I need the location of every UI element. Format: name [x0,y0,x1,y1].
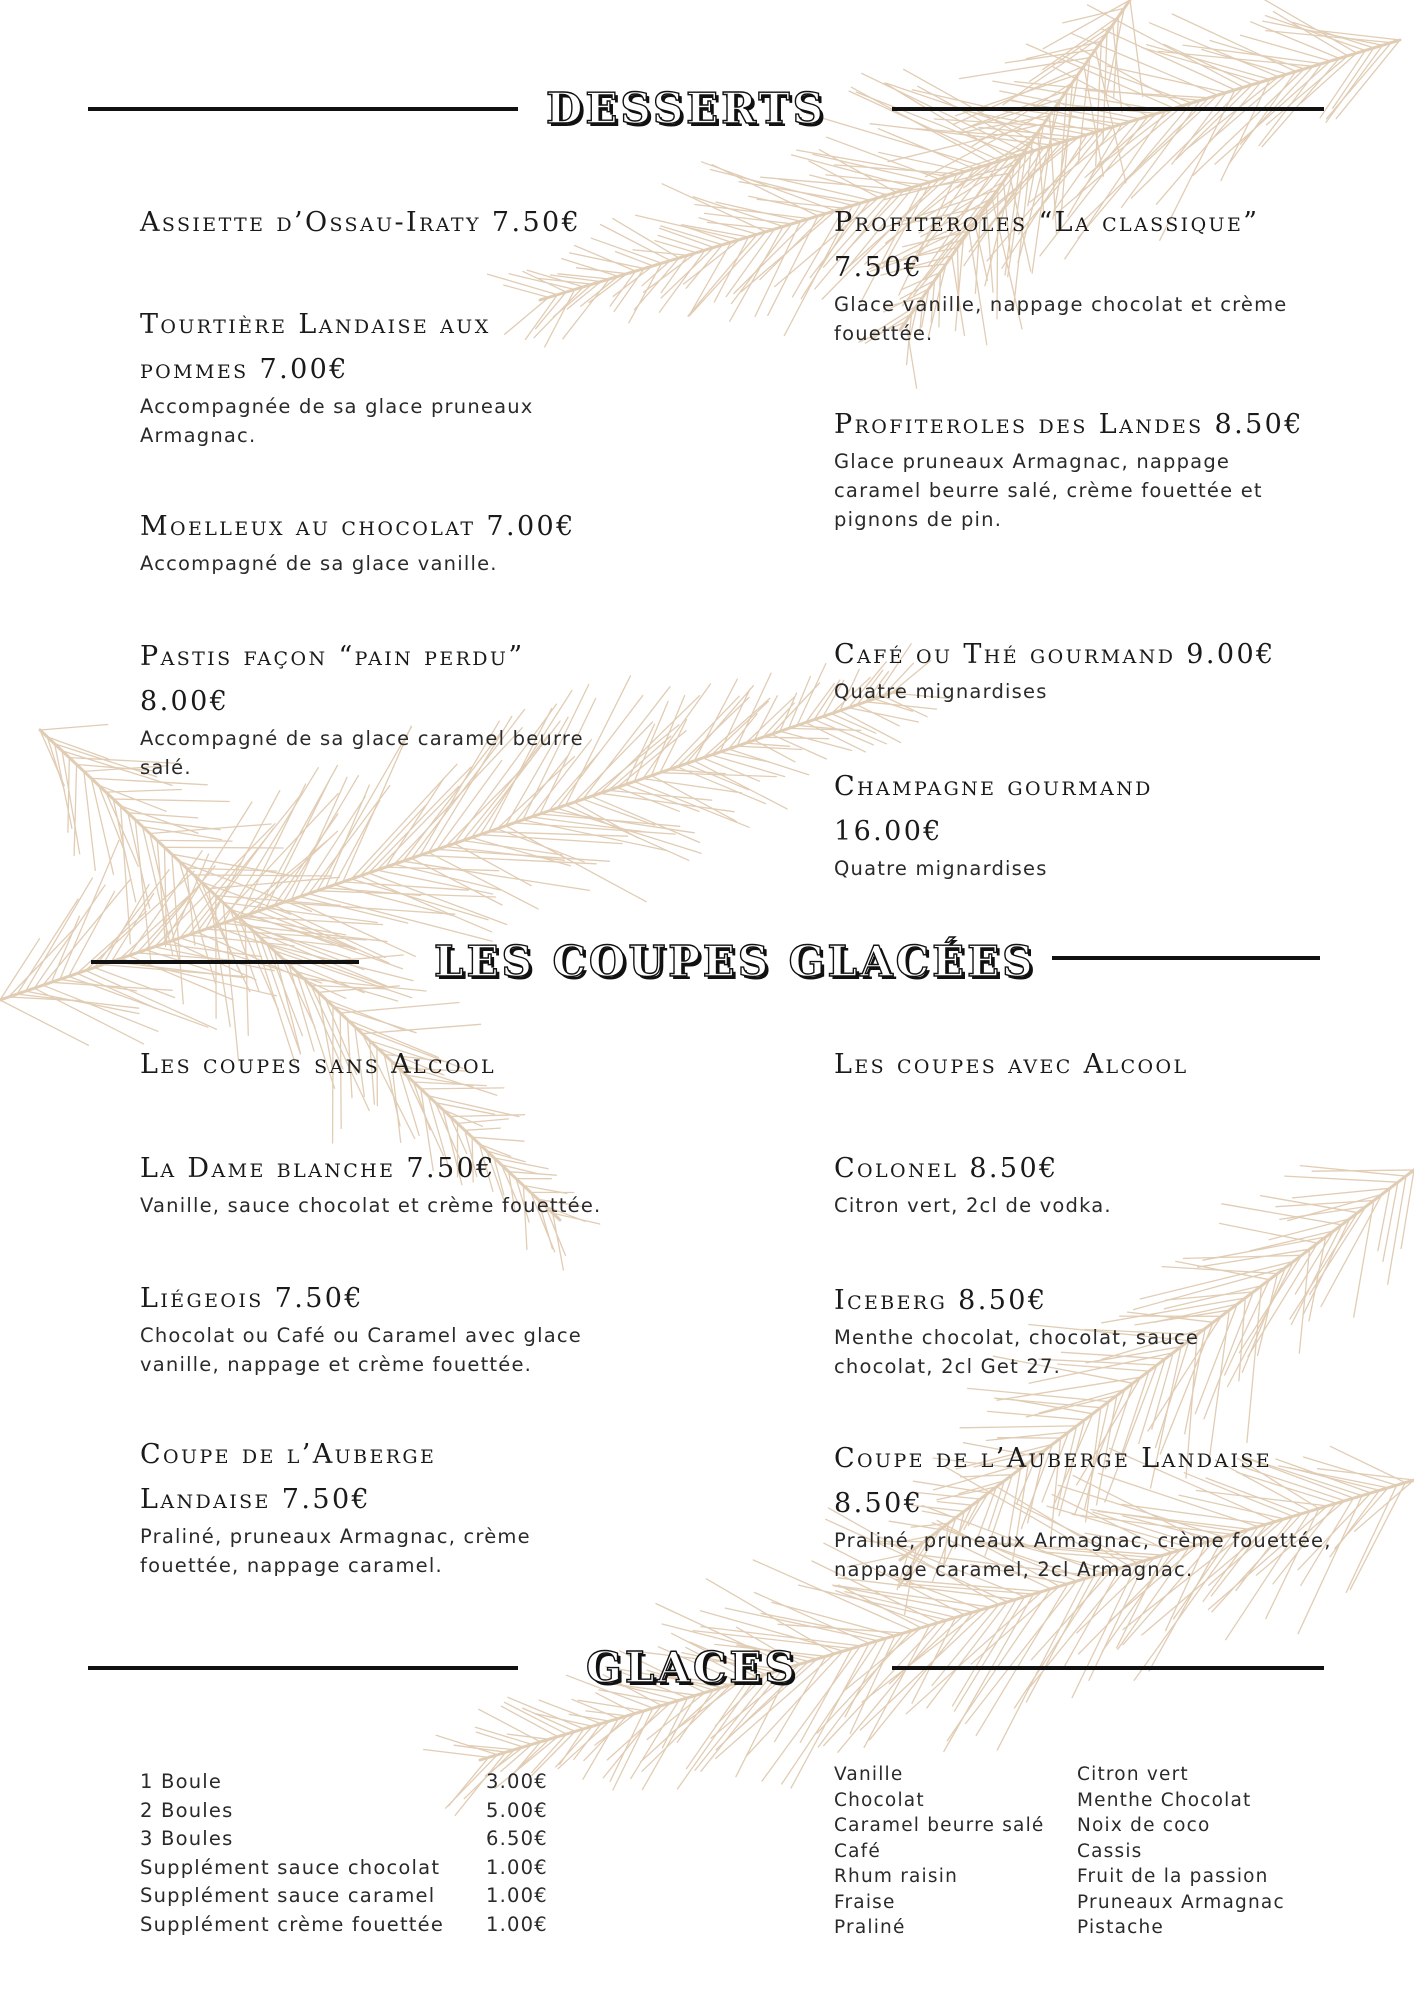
pine-needle [106,790,181,793]
pine-needle [633,250,688,256]
coupes-rule-left [91,960,359,964]
pine-needle [569,1714,610,1721]
pine-needle [472,1137,524,1141]
pine-needle [997,1579,1085,1751]
pine-needle [1273,12,1348,56]
price-label: 2 Boules [140,1798,234,1822]
pine-needle [26,878,93,991]
list-item: Fraise [834,1891,896,1913]
coupe-item-description: Menthe chocolat, chocolat, sauce chocolat, 2cl Get 27. [834,1326,1200,1378]
pine-needle [194,875,332,876]
coupe-item-description: Praliné, pruneaux Armagnac, crème fouettée, nappage caramel, 2cl Armagnac. [834,1529,1332,1581]
pine-needle [694,761,787,809]
pine-needle [283,903,455,915]
pine-needle [746,743,790,746]
desserts-title: DESSERTS [546,84,826,133]
pine-needle [761,1613,886,1638]
dessert-item [140,634,600,782]
pine-needle [454,844,531,886]
coupe-item-description: Citron vert, 2cl de vodka. [834,1194,1112,1217]
pine-needle [68,758,69,833]
pine-needle [813,154,931,181]
pine-needle [343,882,468,890]
pine-needle [960,1426,1077,1428]
pine-needle [1401,1170,1414,1249]
pine-needle [403,861,590,890]
list-item: Cassis [1077,1840,1143,1862]
dessert-item-name: Profiteroles des Landes 8.50€ [834,409,1304,440]
pine-needle [172,854,184,1004]
pine-needle [729,749,809,775]
list-item: Menthe Chocolat [1077,1789,1252,1811]
pine-needle [450,1115,524,1117]
pine-needle [1220,1223,1318,1243]
pine-needle [1183,1255,1301,1258]
pine-needle [617,787,679,811]
glaces-price-table [140,1768,548,1939]
list-item: Pruneaux Armagnac [1077,1891,1285,1913]
table-row [140,1768,548,1797]
pine-needle [1130,0,1143,97]
pine-needle [1266,16,1366,51]
pine-needle [1026,1576,1094,1702]
price-value: 3.00€ [486,1770,548,1793]
pine-needle [1248,1243,1318,1356]
pine-needle [856,92,1018,155]
pine-needle [120,959,276,996]
pine-needle [428,1096,519,1117]
pine-needle [1388,1176,1406,1284]
dessert-item-description: Accompagnée de sa glace pruneaux Armagnac. [140,395,534,447]
list-item: Praliné [834,1917,906,1938]
coupe-item-description: Praliné, pruneaux Armagnac, crème fouettée, nappage caramel. [140,1525,531,1577]
dessert-item [834,402,1304,534]
pine-needle [1147,45,1270,80]
dessert-item-description: Accompagné de sa glace vanille. [140,552,498,575]
pine-needle [531,817,645,832]
coupes-sans-alcool-title: Les coupes sans Alcool [140,1049,496,1080]
pine-needle [40,725,108,731]
coupe-item [140,1432,560,1580]
coupe-item [140,1146,640,1220]
coupe-item-description: Vanille, sauce chocolat et crème fouettée. [140,1194,602,1217]
coupe-item-name: Coupe de l’Auberge Landaise 7.50€ [140,1439,437,1515]
list-item: Vanille [834,1764,904,1785]
pine-needle [74,765,77,856]
pine-needle [862,73,1027,152]
pine-needle [26,991,139,1014]
pine-needle [421,1088,504,1089]
pine-needle [1383,1182,1398,1261]
list-item: Fruit de la passion [1077,1866,1269,1887]
dessert-item-name: Tourtière Landaise aux pommes 7.00€ [140,309,491,385]
coupe-item-name: Coupe de l’Auberge Landaise 8.50€ [834,1443,1273,1519]
pine-needle [34,988,143,1044]
coupe-item [834,1436,1344,1584]
price-label: 3 Boules [140,1827,234,1850]
price-label: Supplément crème fouettée [140,1912,445,1936]
pine-needle [810,175,888,195]
glaces-title: GLACES [586,1643,798,1692]
pine-needle [634,701,668,781]
pine-needle [523,1708,575,1731]
coupes-subtitle [834,1042,1334,1087]
pine-needle [763,737,829,739]
table-row [140,1882,548,1911]
pine-needle [870,124,1052,145]
price-value: 1.00€ [486,1884,548,1907]
pine-needle [780,731,851,750]
pine-needle [1005,50,1095,63]
list-item: Noix de coco [1077,1815,1211,1836]
dessert-item-name: Pastis façon “pain perdu” 8.00€ [140,641,525,717]
list-item: Pistache [1077,1917,1164,1938]
coupes-avec-alcool-title: Les coupes avec Alcool [834,1049,1189,1080]
dessert-item [140,302,570,450]
pine-needle [0,1000,88,1045]
dessert-item-name: Café ou Thé gourmand 9.00€ [834,639,1276,670]
pine-needle [1241,35,1331,61]
pine-needle [659,250,705,312]
price-value: 6.50€ [486,1827,548,1850]
glaces-rule-right [892,1666,1324,1670]
pine-needle [575,246,636,272]
pine-needle [157,840,232,841]
pine-needle [506,826,647,902]
dessert-item-description: Quatre mignardises [834,680,1048,703]
pine-needle [1259,64,1322,146]
pine-needle [135,820,220,830]
desserts-rule-left [88,107,518,111]
table-row [140,1854,548,1883]
pine-needle [150,824,271,834]
pine-needle [443,1110,483,1127]
price-label: Supplément sauce chocolat [140,1855,441,1879]
pine-needle [553,1213,564,1270]
dessert-item-description: Glace vanille, nappage chocolat et crème fouettée. [834,293,1288,345]
coupe-item [834,1146,1334,1220]
coupe-item-name: Colonel 8.50€ [834,1153,1059,1184]
dessert-item [834,200,1314,348]
pine-needle [1122,100,1201,207]
price-value: 1.00€ [486,1855,548,1879]
coupes-rule-right [1052,956,1320,960]
pine-needle [634,782,749,828]
pine-needle [43,985,158,1031]
pine-needle [1039,1389,1125,1413]
table-row [140,1825,548,1854]
pine-needle [424,1750,489,1758]
coupes-title: LES COUPES GLACÉES [434,937,1036,986]
pine-needle [849,91,1000,161]
list-item: Rhum raisin [834,1866,958,1887]
pine-needle [121,806,131,944]
coupe-item-name: La Dame blanche 7.50€ [140,1153,496,1184]
price-value: 1.00€ [486,1912,548,1936]
pine-needle [51,916,79,982]
pine-needle [1101,29,1235,90]
list-item: Citron vert [1077,1764,1189,1785]
pine-needle [465,1128,501,1130]
dessert-item-name: Champagne gourmand 16.00€ [834,771,1153,847]
list-item: Caramel beurre salé [834,1815,1045,1836]
coupes-subtitle [140,1042,640,1087]
dessert-item [834,632,1354,706]
table-row [140,1797,548,1826]
flavors-list-1 [834,1762,1045,1941]
pine-needle [988,1411,1085,1419]
pine-needle [1080,49,1183,106]
pine-needle [113,799,229,802]
dessert-item [140,504,640,578]
pine-needle [570,253,645,269]
glaces-rule-left [88,1666,518,1670]
pine-needle [334,885,453,916]
pine-needle [1290,1213,1358,1319]
pine-needle [165,847,284,848]
desserts-rule-right [892,107,1324,111]
dessert-item-description: Quatre mignardises [834,857,1048,880]
pine-needle [128,813,198,818]
pine-needle [840,711,901,743]
coupe-item [140,1276,620,1379]
dessert-item-name: Moelleux au chocolat 7.00€ [140,511,576,542]
list-item: Café [834,1840,881,1862]
pine-needle [34,885,105,988]
dessert-item [140,200,640,245]
list-item: Chocolat [834,1789,925,1811]
pine-needle [86,971,217,1030]
pine-needle [1231,0,1356,53]
pine-needle [968,1388,1109,1401]
table-row [140,1911,548,1940]
price-label: Supplément sauce caramel [140,1884,436,1907]
pine-needle [610,1711,644,1782]
pine-needle [1221,79,1270,180]
dessert-item-name: Assiette d’Ossau-Iraty 7.50€ [140,207,582,238]
coupe-item [834,1278,1254,1381]
pine-needle [135,820,151,962]
pine-needle [703,698,770,758]
pine-needle [1354,1201,1374,1318]
pine-needle [688,234,757,316]
price-value: 5.00€ [486,1798,548,1822]
pine-needle [470,1746,514,1750]
coupe-item-name: Iceberg 8.50€ [834,1285,1048,1316]
dessert-item-description: Glace pruneaux Armagnac, nappage caramel beurre salé, crème fouettée et pignons de pin. [834,450,1263,531]
dessert-item-name: Profiteroles “La classique” 7.50€ [834,207,1260,283]
dessert-item-description: Accompagné de sa glace caramel beurre salé. [140,727,584,779]
price-label: 1 Boule [140,1770,223,1793]
flavors-list-2 [1077,1762,1285,1941]
pine-needle [60,979,136,991]
pine-needle [340,1003,459,1014]
coupe-item-description: Chocolat ou Café ou Caramel avec glace vanille, nappage et crème fouettée. [140,1324,582,1376]
pine-needle [411,858,502,905]
coupe-item-name: Liégeois 7.50€ [140,1283,364,1314]
pine-needle [1326,43,1391,119]
pine-needle [504,285,549,297]
pine-needle [609,736,671,790]
pine-needle [362,1024,480,1033]
dessert-item [834,764,1264,883]
pine-needle [1172,14,1296,72]
pine-needle [99,785,124,849]
